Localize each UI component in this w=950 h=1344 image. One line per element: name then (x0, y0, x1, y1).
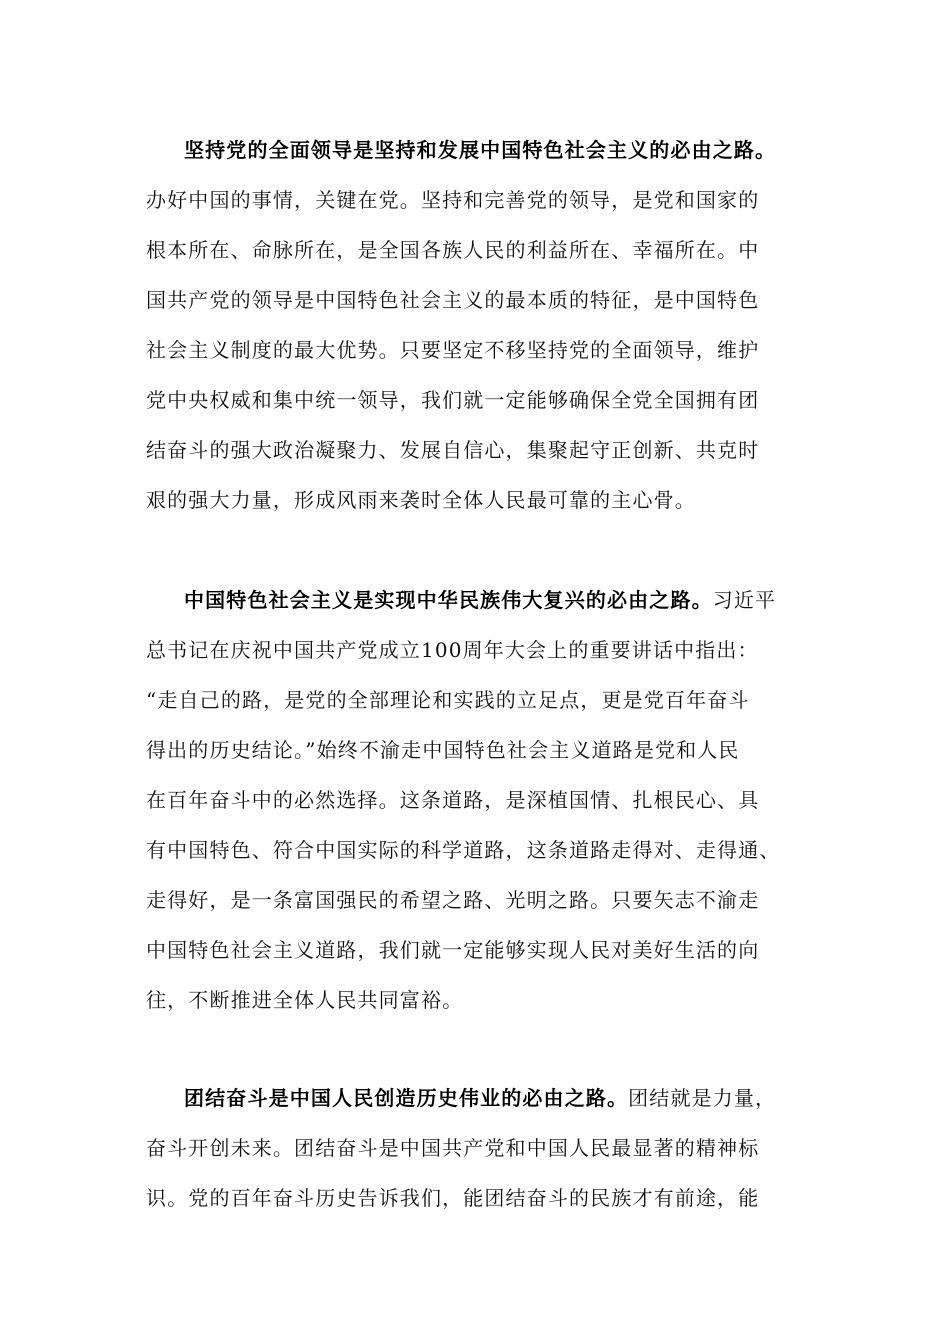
paragraph-text: 团结就是力量， (628, 1086, 777, 1110)
paragraph-socialism-path (146, 575, 826, 1025)
paragraph-first-line (146, 125, 826, 175)
paragraph-line: 有中国特色、符合中国实际的科学道路，这条道路走得对、走得通、 (146, 838, 781, 862)
paragraph-line: 办好中国的事情，关键在党。坚持和完善党的领导，是党和国家的 (146, 188, 760, 212)
paragraph-line: 得出的历史结论。”始终不渝走中国特色社会主义道路是党和人民 (146, 738, 740, 762)
paragraph-line: 中国特色社会主义道路，我们就一定能够实现人民对美好生活的向 (146, 938, 760, 962)
paragraph-lead-sentence: 团结奋斗是中国人民创造历史伟业的必由之路。 (184, 1086, 629, 1110)
paragraph-line: 识。党的百年奋斗历史告诉我们，能团结奋斗的民族才有前途，能 (146, 1186, 760, 1210)
paragraph-text: 习近平 (712, 588, 777, 612)
paragraph-line: 在百年奋斗中的必然选择。这条道路，是深植国情、扎根民心、具 (146, 788, 760, 812)
paragraph-line: 结奋斗的强大政治凝聚力、发展自信心，集聚起守正创新、共克时 (146, 438, 760, 462)
paragraph-line: 总书记在庆祝中国共产党成立100周年大会上的重要讲话中指出： (146, 638, 759, 662)
paragraph-line: 奋斗开创未来。团结奋斗是中国共产党和中国人民最显著的精神标 (146, 1136, 760, 1160)
paragraph-unity-struggle (146, 1073, 826, 1223)
paragraph-line: 往，不断推进全体人民共同富裕。 (146, 988, 464, 1012)
paragraph-line: 走得好，是一条富国强民的希望之路、光明之路。只要矢志不渝走 (146, 888, 760, 912)
paragraph-lead-sentence: 坚持党的全面领导是坚持和发展中国特色社会主义的必由之路。 (184, 138, 777, 162)
paragraph-line: 社会主义制度的最大优势。只要坚定不移坚持党的全面领导，维护 (146, 338, 760, 362)
paragraph-first-line (146, 1073, 826, 1123)
paragraph-line: 根本所在、命脉所在，是全国各族人民的利益所在、幸福所在。中 (146, 238, 760, 262)
paragraph-line: 党中央权威和集中统一领导，我们就一定能够确保全党全国拥有团 (146, 388, 760, 412)
paragraph-line: 艰的强大力量，形成风雨来袭时全体人民最可靠的主心骨。 (146, 488, 696, 512)
paragraph-party-leadership (146, 125, 826, 525)
paragraph-line: 国共产党的领导是中国特色社会主义的最本质的特征，是中国特色 (146, 288, 760, 312)
paragraph-lead-sentence: 中国特色社会主义是实现中华民族伟大复兴的必由之路。 (184, 588, 713, 612)
paragraph-first-line (146, 575, 826, 625)
paragraph-line: “走自己的路，是党的全部理论和实践的立足点，更是党百年奋斗 (146, 688, 750, 712)
